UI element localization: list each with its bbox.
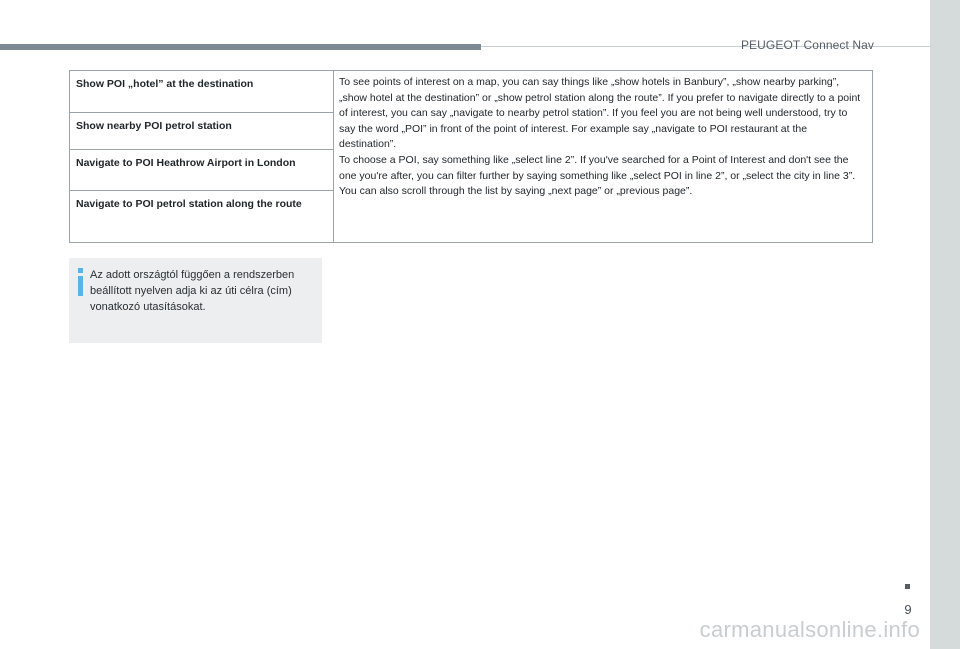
command-cell: Show POI „hotel” at the destination xyxy=(76,78,254,90)
watermark: carmanualsonline.info xyxy=(699,617,920,642)
description-cell xyxy=(334,71,872,242)
page-marker xyxy=(905,584,910,589)
voice-command-table xyxy=(69,70,873,243)
info-text: Az adott országtól függően a rendszerben beállított nyelven adja ki az úti célra (cím) vonatkozó utasításokat. xyxy=(90,269,295,313)
page-number: 9 xyxy=(904,602,912,617)
side-strip xyxy=(930,0,960,649)
command-cell: Navigate to POI petrol station along the route xyxy=(70,190,333,242)
command-cell: Navigate to POI Heathrow Airport in London xyxy=(70,149,333,190)
info-note xyxy=(69,258,322,343)
description-paragraph: To see points of interest on a map, you can say things like „show hotels in Banbury”, „show nearby parking”, „show hotel at the destination” or „show petrol station along the route”. If you prefer to navigate directly to a point of interest, you can say „navigate to nearby petrol station”. If you feel you are not being well understood, try to say the word „POI” in front of the point of interest. For example say „navigate to POI restaurant at the destination”. xyxy=(339,76,861,151)
info-icon xyxy=(77,268,85,296)
description-paragraph: To choose a POI, say something like „select line 2”. If you've searched for a Point of Interest and don't see the one you're after, you can filter further by saying something like „select POI in line 2”, or „select the city in line 3”. You can also scroll through the list by saying „next page” or „previous page”. xyxy=(339,153,856,198)
command-column xyxy=(70,71,334,242)
command-cell: Show nearby POI petrol station xyxy=(70,112,333,149)
header-bar xyxy=(0,44,481,50)
page-title: PEUGEOT Connect Nav xyxy=(740,38,874,52)
